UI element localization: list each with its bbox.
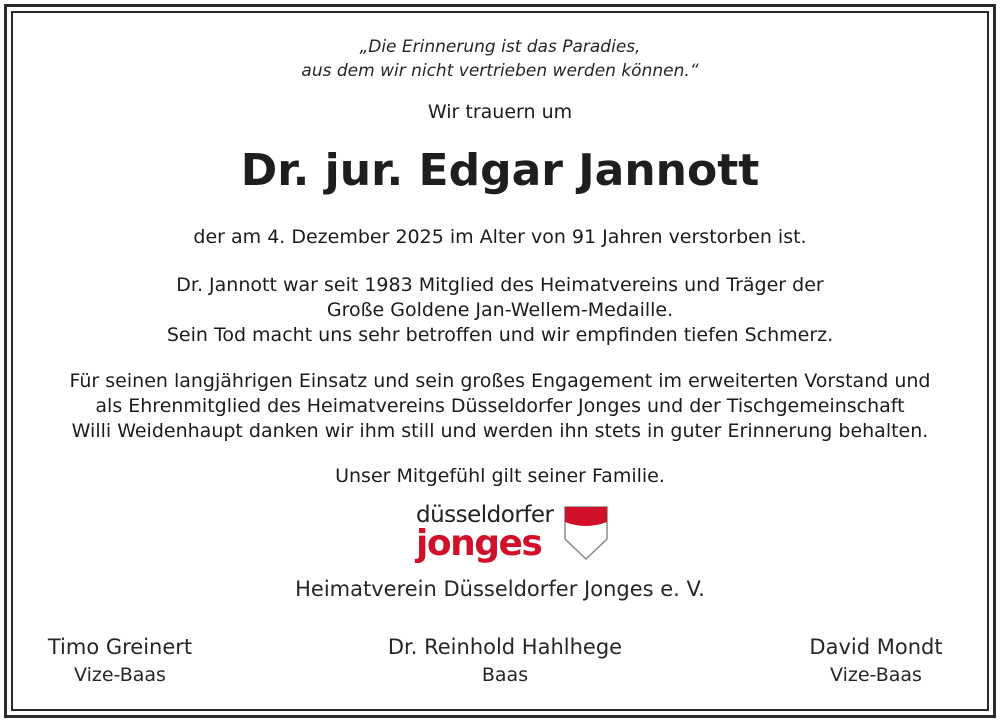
- signature-left: [23, 633, 217, 689]
- gratitude-paragraph: [13, 369, 987, 444]
- signature-center: [375, 633, 635, 689]
- paragraph-line: als Ehrenmitglied des Heimatvereins Düsseldorfer Jonges und der Tischgemeinschaft: [95, 395, 905, 417]
- paragraph-line: Große Goldene Jan-Wellem-Medaille.: [326, 299, 674, 321]
- signatory-role: Baas: [481, 664, 529, 686]
- membership-paragraph: [13, 273, 987, 348]
- quote-line-1: „Die Erinnerung ist das Paradies,: [359, 37, 641, 57]
- quote-line-2: aus dem wir nicht vertrieben werden können.“: [301, 61, 699, 81]
- signatory-name: David Mondt: [809, 635, 943, 659]
- sympathy-line: Unser Mitgefühl gilt seiner Familie.: [335, 465, 665, 487]
- logo-text-top: düsseldorfer: [416, 502, 554, 528]
- logo-text-bottom: jonges: [416, 523, 542, 564]
- signatory-name: Timo Greinert: [47, 635, 193, 659]
- club-name: Heimatverein Düsseldorfer Jonges e. V.: [295, 577, 705, 601]
- club-logo: [416, 501, 612, 565]
- signatory-name: Dr. Reinhold Hahlhege: [387, 635, 623, 659]
- paragraph-line: Dr. Jannott war seit 1983 Mitglied des Heimatvereins und Träger der: [176, 274, 824, 296]
- paragraph-line: Sein Tod macht uns sehr betroffen und wir empfinden tiefen Schmerz.: [166, 324, 834, 346]
- intro-text: Wir trauern um: [427, 101, 573, 123]
- death-line: der am 4. Dezember 2025 im Alter von 91 Jahren verstorben ist.: [193, 226, 807, 248]
- paragraph-line: Für seinen langjährigen Einsatz und sein großes Engagement im erweiterten Vorstand und: [69, 370, 931, 392]
- signatory-role: Vize-Baas: [74, 664, 166, 686]
- deceased-name: Dr. jur. Edgar Jannott: [240, 145, 760, 196]
- signatory-role: Vize-Baas: [830, 664, 922, 686]
- paragraph-line: Willi Weidenhaupt danken wir ihm still und werden ihn stets in guter Erinnerung behalten.: [71, 420, 929, 442]
- obituary-notice: [13, 13, 987, 709]
- shield-icon: [563, 505, 609, 561]
- signature-right: [783, 633, 969, 689]
- quote: [13, 35, 987, 83]
